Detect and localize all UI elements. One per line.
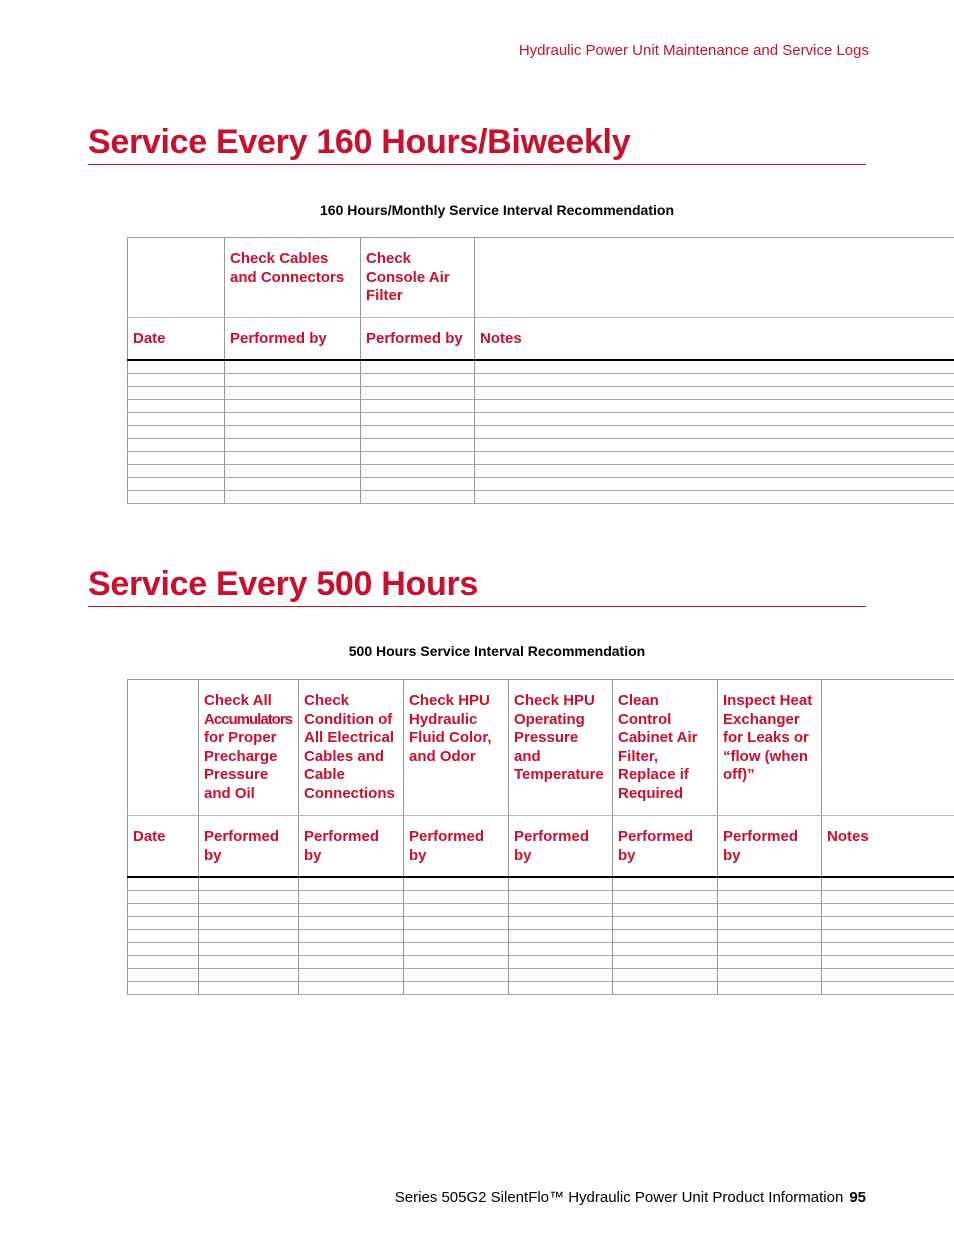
log-cell[interactable] [128, 490, 225, 503]
task-cell: Check Condition of All Electrical Cables and Cable Connections [299, 680, 404, 816]
table-caption-500-hours: 500 Hours Service Interval Recommendation [348, 643, 646, 659]
log-cell[interactable] [128, 386, 225, 399]
log-row [128, 438, 954, 451]
log-cell[interactable] [128, 942, 199, 955]
log-cell[interactable] [613, 968, 718, 981]
log-cell[interactable] [613, 890, 718, 903]
log-cell[interactable] [199, 942, 299, 955]
header-performed-by: Performed by [199, 816, 299, 877]
log-cell[interactable] [404, 942, 509, 955]
service-log-table-500-hours [127, 679, 954, 995]
log-cell[interactable] [128, 877, 199, 891]
task-cell: Check HPU Operating Pressure and Temperature [509, 680, 613, 816]
log-cell[interactable] [718, 916, 822, 929]
log-cell[interactable] [613, 981, 718, 994]
log-cell[interactable] [718, 890, 822, 903]
log-cell[interactable] [475, 360, 954, 374]
log-row [128, 399, 954, 412]
log-row [128, 412, 954, 425]
log-cell[interactable] [361, 412, 475, 425]
log-cell[interactable] [475, 386, 954, 399]
log-cell[interactable] [128, 903, 199, 916]
log-cell[interactable] [361, 490, 475, 503]
log-cell[interactable] [361, 373, 475, 386]
log-row [128, 360, 954, 374]
log-cell[interactable] [225, 451, 361, 464]
log-cell[interactable] [225, 360, 361, 374]
log-cell[interactable] [613, 942, 718, 955]
log-cell[interactable] [128, 373, 225, 386]
log-cell[interactable] [475, 425, 954, 438]
log-row [128, 916, 954, 929]
header-notes: Notes [475, 318, 954, 360]
log-row [128, 386, 954, 399]
log-cell[interactable] [475, 438, 954, 451]
log-cell[interactable] [718, 903, 822, 916]
header-date: Date [128, 318, 225, 360]
task-cell-empty [128, 680, 199, 816]
log-cell[interactable] [718, 929, 822, 942]
log-row [128, 968, 954, 981]
log-row [128, 903, 954, 916]
log-cell[interactable] [199, 890, 299, 903]
log-cell[interactable] [404, 968, 509, 981]
log-row [128, 955, 954, 968]
log-cell[interactable] [225, 477, 361, 490]
log-cell[interactable] [225, 399, 361, 412]
header-performed-by: Performed by [225, 318, 361, 360]
log-cell[interactable] [128, 399, 225, 412]
log-cell[interactable] [299, 929, 404, 942]
footer-text: Series 505G2 SilentFlo™ Hydraulic Power Unit Product Information [394, 1189, 844, 1206]
log-cell[interactable] [128, 425, 225, 438]
log-cell[interactable] [128, 451, 225, 464]
log-row [128, 477, 954, 490]
log-cell[interactable] [299, 877, 404, 891]
log-cell[interactable] [199, 929, 299, 942]
log-cell[interactable] [404, 903, 509, 916]
log-cell[interactable] [475, 464, 954, 477]
header-performed-by: Performed by [299, 816, 404, 877]
log-cell[interactable] [299, 903, 404, 916]
log-cell[interactable] [822, 981, 954, 994]
log-cell[interactable] [128, 981, 199, 994]
log-cell[interactable] [509, 916, 613, 929]
log-cell[interactable] [361, 399, 475, 412]
log-cell[interactable] [199, 877, 299, 891]
log-cell[interactable] [128, 968, 199, 981]
table-caption-160-hours: 160 Hours/Monthly Service Interval Recommendation [320, 202, 674, 218]
log-cell[interactable] [361, 438, 475, 451]
log-cell[interactable] [225, 386, 361, 399]
log-cell[interactable] [361, 477, 475, 490]
log-cell[interactable] [613, 955, 718, 968]
log-cell[interactable] [299, 968, 404, 981]
log-cell[interactable] [822, 877, 954, 891]
log-cell[interactable] [404, 877, 509, 891]
log-cell[interactable] [225, 412, 361, 425]
header-row [128, 318, 954, 360]
log-row [128, 451, 954, 464]
log-row [128, 981, 954, 994]
log-cell[interactable] [822, 903, 954, 916]
header-performed-by: Performed by [613, 816, 718, 877]
header-notes: Notes [822, 816, 954, 877]
task-cell: Check HPU Hydraulic Fluid Color, and Odor [404, 680, 509, 816]
log-cell[interactable] [299, 890, 404, 903]
log-cell[interactable] [299, 955, 404, 968]
log-cell[interactable] [128, 477, 225, 490]
task-cell: Clean Control Cabinet Air Filter, Replace if Required [613, 680, 718, 816]
log-cell[interactable] [225, 490, 361, 503]
header-performed-by: Performed by [404, 816, 509, 877]
log-cell[interactable] [361, 360, 475, 374]
section-title-500-hours: Service Every 500 Hours [88, 564, 866, 607]
log-cell[interactable] [509, 955, 613, 968]
task-cell: Check Cables and Connectors [225, 238, 361, 318]
log-cell[interactable] [475, 399, 954, 412]
log-cell[interactable] [718, 968, 822, 981]
log-cell[interactable] [404, 916, 509, 929]
log-cell[interactable] [128, 890, 199, 903]
log-cell[interactable] [404, 890, 509, 903]
section-title-160-hours: Service Every 160 Hours/Biweekly [88, 122, 866, 165]
log-cell[interactable] [822, 955, 954, 968]
log-cell[interactable] [128, 955, 199, 968]
running-head: Hydraulic Power Unit Maintenance and Service Logs [518, 42, 869, 59]
log-cell[interactable] [128, 916, 199, 929]
log-cell[interactable] [718, 942, 822, 955]
header-performed-by: Performed by [361, 318, 475, 360]
log-cell[interactable] [299, 916, 404, 929]
log-cell[interactable] [199, 916, 299, 929]
log-cell[interactable] [225, 464, 361, 477]
log-cell[interactable] [128, 438, 225, 451]
log-cell[interactable] [613, 929, 718, 942]
task-row [128, 238, 954, 318]
log-cell[interactable] [509, 877, 613, 891]
log-cell[interactable] [404, 929, 509, 942]
log-row [128, 942, 954, 955]
log-cell[interactable] [509, 929, 613, 942]
log-cell[interactable] [128, 464, 225, 477]
log-cell[interactable] [404, 981, 509, 994]
log-cell[interactable] [128, 412, 225, 425]
log-cell[interactable] [718, 877, 822, 891]
log-cell[interactable] [475, 451, 954, 464]
log-cell[interactable] [199, 903, 299, 916]
log-cell[interactable] [613, 903, 718, 916]
log-row [128, 425, 954, 438]
log-cell[interactable] [475, 412, 954, 425]
header-date: Date [128, 816, 199, 877]
log-cell[interactable] [361, 451, 475, 464]
header-performed-by: Performed by [509, 816, 613, 877]
task-cell: Inspect Heat Exchanger for Leaks or “flow (when off)” [718, 680, 822, 816]
task-cell-empty [822, 680, 954, 816]
header-performed-by: Performed by [718, 816, 822, 877]
log-cell[interactable] [613, 916, 718, 929]
log-cell[interactable] [613, 877, 718, 891]
log-cell[interactable] [128, 929, 199, 942]
log-cell[interactable] [199, 981, 299, 994]
log-cell[interactable] [199, 968, 299, 981]
log-cell[interactable] [822, 968, 954, 981]
log-cell[interactable] [225, 438, 361, 451]
log-cell[interactable] [199, 955, 299, 968]
log-row [128, 490, 954, 503]
task-cell-empty [475, 238, 954, 318]
log-cell[interactable] [475, 373, 954, 386]
log-row [128, 464, 954, 477]
task-cell: Check All Accumulators for Proper Precharge Pressure and Oil [199, 680, 299, 816]
log-cell[interactable] [509, 981, 613, 994]
log-row [128, 373, 954, 386]
log-cell[interactable] [361, 464, 475, 477]
task-cell: Check Console Air Filter [361, 238, 475, 318]
log-row [128, 877, 954, 891]
log-cell[interactable] [509, 903, 613, 916]
log-cell[interactable] [225, 373, 361, 386]
log-cell[interactable] [718, 955, 822, 968]
log-cell[interactable] [404, 955, 509, 968]
log-cell[interactable] [475, 490, 954, 503]
log-cell[interactable] [225, 425, 361, 438]
page-number: 95 [849, 1189, 866, 1206]
log-cell[interactable] [299, 981, 404, 994]
service-log-table-160-hours [127, 237, 954, 504]
log-cell[interactable] [361, 425, 475, 438]
log-row [128, 890, 954, 903]
log-cell[interactable] [718, 981, 822, 994]
log-cell[interactable] [475, 477, 954, 490]
log-cell[interactable] [822, 942, 954, 955]
log-row [128, 929, 954, 942]
log-cell[interactable] [299, 942, 404, 955]
log-cell[interactable] [822, 929, 954, 942]
log-cell[interactable] [361, 386, 475, 399]
header-row [128, 816, 954, 877]
task-row [128, 680, 954, 816]
task-cell-empty [128, 238, 225, 318]
page-footer [395, 1189, 866, 1206]
log-cell[interactable] [509, 890, 613, 903]
log-cell[interactable] [128, 360, 225, 374]
log-cell[interactable] [509, 968, 613, 981]
log-cell[interactable] [822, 916, 954, 929]
log-cell[interactable] [822, 890, 954, 903]
log-cell[interactable] [509, 942, 613, 955]
